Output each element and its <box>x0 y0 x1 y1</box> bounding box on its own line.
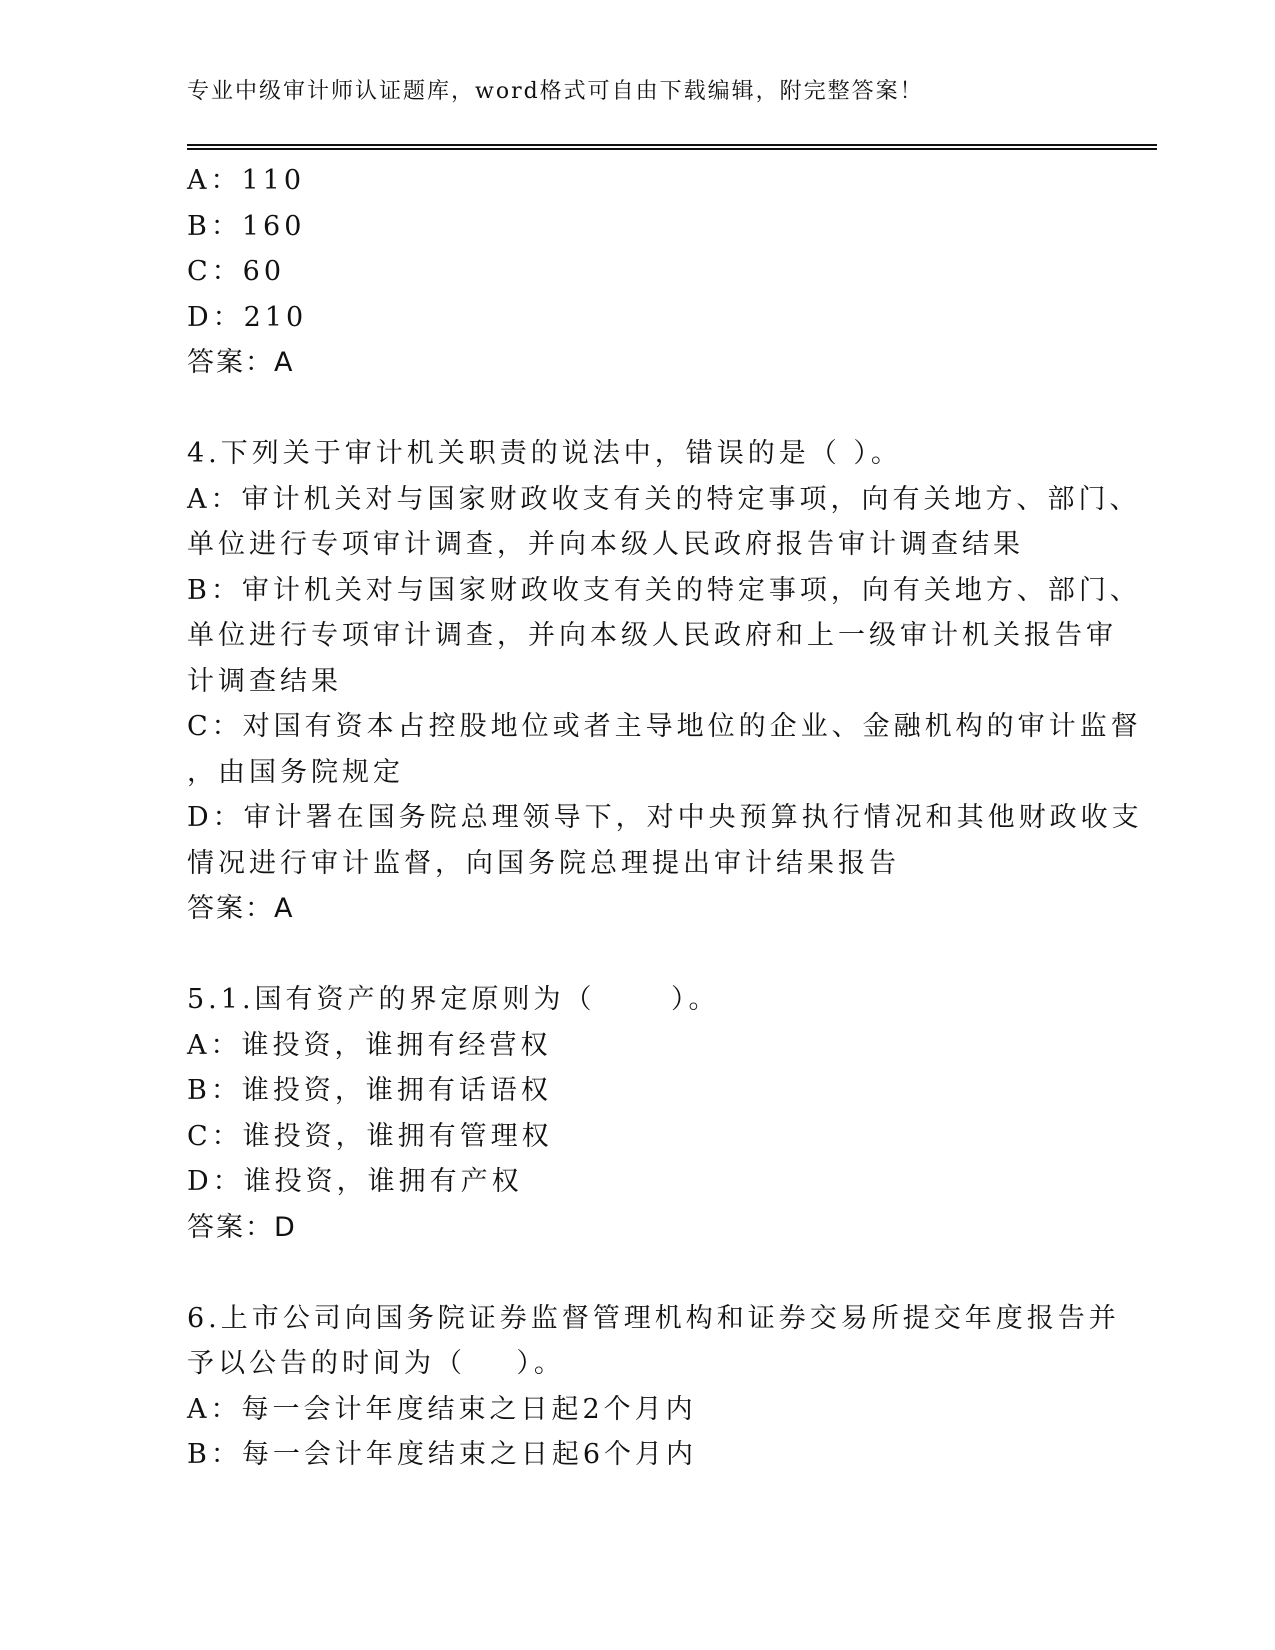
option-c-cont: ，由国务院规定 <box>187 756 404 788</box>
option-a: A：审计机关对与国家财政收支有关的特定事项，向有关地方、部门、 <box>187 483 1141 515</box>
option-b-cont: 计调查结果 <box>187 665 342 697</box>
option-d: D：审计署在国务院总理领导下，对中央预算执行情况和其他财政收支 <box>187 802 1143 833</box>
option-a-cont: 单位进行专项审计调查，并向本级人民政府报告审计调查结果 <box>187 529 1024 560</box>
question-3 <box>187 158 1087 386</box>
option-a: A：110 <box>187 165 306 196</box>
option-c: C：对国有资本占控股地位或者主导地位的企业、金融机构的审计监督 <box>187 711 1142 742</box>
option-b-cont: 单位进行专项审计调查，并向本级人民政府和上一级审计机关报告审 <box>187 620 1117 651</box>
option-d: D：210 <box>187 301 308 333</box>
header-divider <box>187 144 1157 150</box>
page-header: 专业中级审计师认证题库，word格式可自由下载编辑，附完整答案！ <box>187 79 924 104</box>
question-stem: 5.1.国有资产的界定原则为（ ）。 <box>187 984 720 1015</box>
option-a: A：谁投资，谁拥有经营权 <box>187 1029 552 1061</box>
option-b: B：谁投资，谁拥有话语权 <box>187 1075 552 1106</box>
answer: 答案：A <box>187 893 295 924</box>
question-4 <box>187 431 1143 932</box>
option-c: C：谁投资，谁拥有管理权 <box>187 1120 553 1152</box>
option-b: B：每一会计年度结束之日起6个月内 <box>187 1439 698 1470</box>
option-b: B：160 <box>187 210 306 242</box>
question-stem-cont: 予以公告的时间为（ ）。 <box>187 1348 565 1379</box>
option-c: C：60 <box>187 256 286 287</box>
question-stem: 4.下列关于审计机关职责的说法中，错误的是（ ）。 <box>187 438 902 469</box>
option-d-cont: 情况进行审计监督，向国务院总理提出审计结果报告 <box>187 847 900 879</box>
question-6 <box>187 1296 1120 1478</box>
question-content <box>187 158 1143 1478</box>
answer: 答案：A <box>187 347 295 378</box>
option-b: B：审计机关对与国家财政收支有关的特定事项，向有关地方、部门、 <box>187 574 1141 606</box>
option-a: A：每一会计年度结束之日起2个月内 <box>187 1393 697 1425</box>
answer: 答案：D <box>187 1211 297 1243</box>
question-5 <box>187 977 1087 1250</box>
question-stem: 6.上市公司向国务院证券监督管理机构和证券交易所提交年度报告并 <box>187 1302 1120 1334</box>
option-d: D：谁投资，谁拥有产权 <box>187 1166 523 1197</box>
